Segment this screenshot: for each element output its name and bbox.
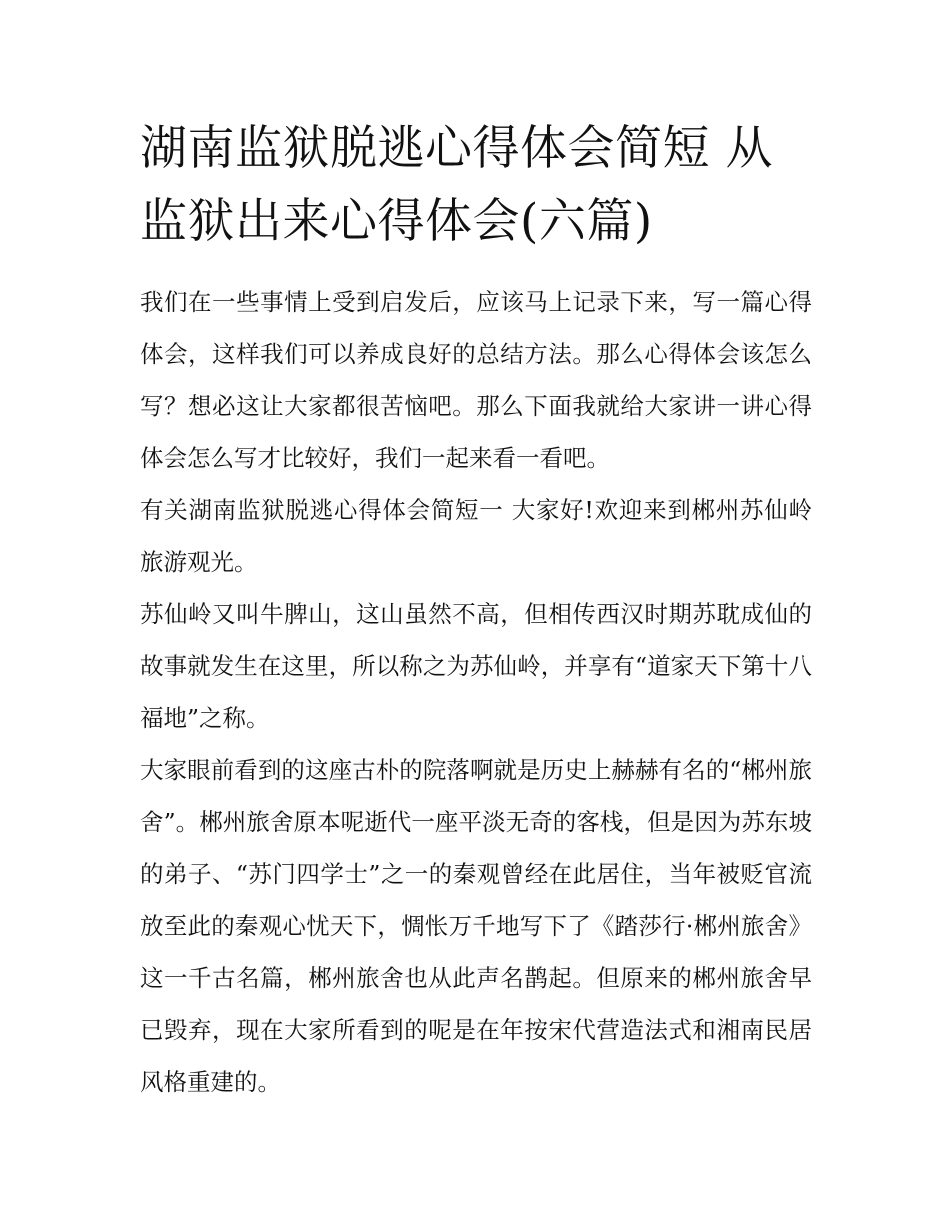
- paragraph-chenzhou-inn: 大家眼前看到的这座古朴的院落啊就是历史上赫赫有名的“郴州旅舍”。郴州旅舍原本呢逝代一座平淡无奇的客栈，但是因为苏东坡的弟子、“苏门四学士”之一的秦观曾经在此居住，当年被贬官流放至此的秦观心忧天下，惆怅万千地写下了《踏莎行·郴州旅舍》这一千古名篇，郴州旅舍也从此声名鹊起。但原来的郴州旅舍早已毁弃，现在大家所看到的呢是在年按宋代营造法式和湘南民居风格重建的。: [140, 756, 812, 1096]
- document-body: [140, 276, 812, 1108]
- paragraph-section-one: 有关湖南监狱脱逃心得体会简短一 大家好!欢迎来到郴州苏仙岭旅游观光。: [140, 496, 812, 576]
- paragraph-intro: 我们在一些事情上受到启发后，应该马上记录下来，写一篇心得体会，这样我们可以养成良好的总结方法。那么心得体会该怎么写？想必这让大家都很苦恼吧。那么下面我就给大家讲一讲心得体会怎么写才比较好，我们一起来看一看吧。: [140, 288, 812, 472]
- document-page: [140, 112, 812, 1108]
- paragraph-suxianling: 苏仙岭又叫牛脾山，这山虽然不高，但相传西汉时期苏耽成仙的故事就发生在这里，所以称之为苏仙岭，并享有“道家天下第十八福地”之称。: [140, 600, 812, 732]
- document-title: 湖南监狱脱逃心得体会简短 从监狱出来心得体会(六篇): [140, 121, 773, 249]
